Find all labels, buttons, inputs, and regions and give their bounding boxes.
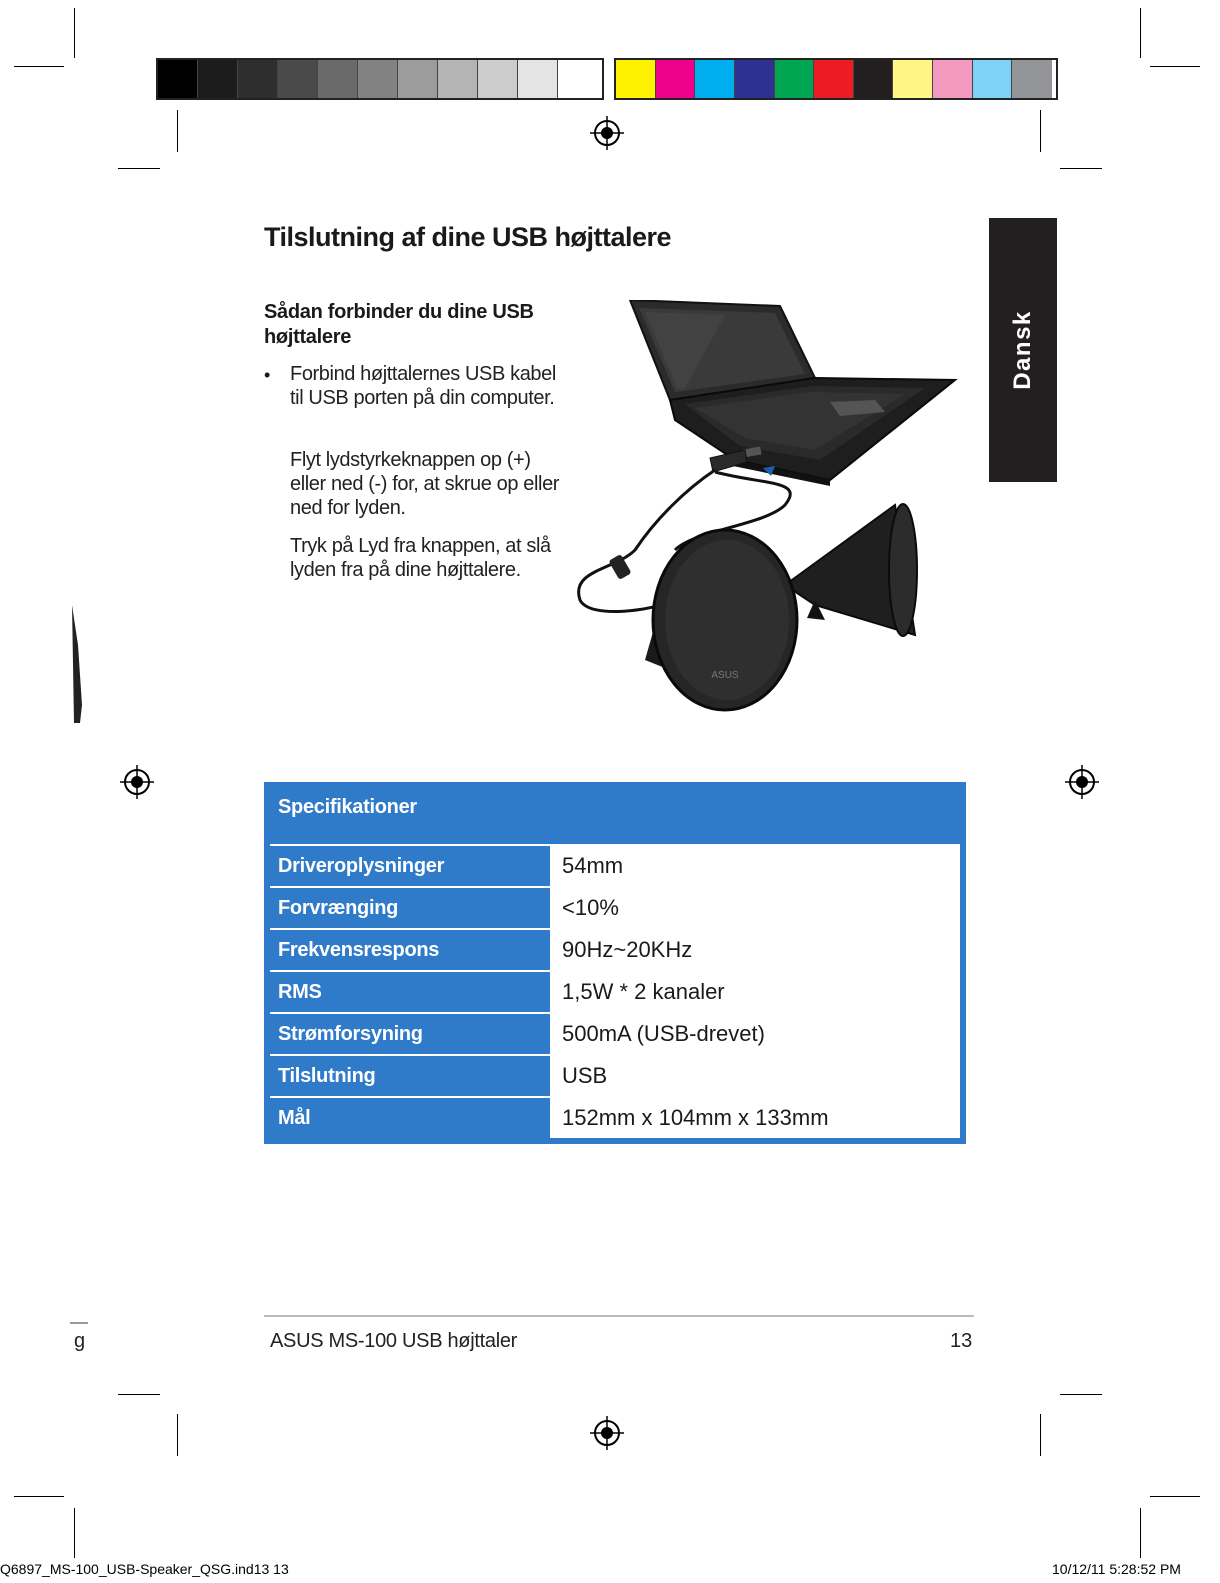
- spec-value: 1,5W * 2 kanaler: [548, 972, 960, 1012]
- spec-row: [270, 1012, 960, 1054]
- spec-value: USB: [548, 1056, 960, 1096]
- color-swatch: [814, 60, 854, 98]
- specifications-grid: [270, 844, 960, 1138]
- color-swatch: [518, 60, 558, 98]
- spec-row: [270, 928, 960, 970]
- color-swatch: [695, 60, 735, 98]
- color-swatch: [775, 60, 815, 98]
- registration-mark-icon: [590, 116, 624, 150]
- spec-label: RMS: [278, 981, 322, 1003]
- color-swatch: [238, 60, 278, 98]
- spec-label: Tilslutning: [278, 1065, 376, 1087]
- footer-divider: [264, 1315, 974, 1317]
- page-title: Tilslutning af dine USB højttalere: [264, 222, 672, 252]
- instruction-paragraph-mute: Tryk på Lyd fra knappen, at slå lyden fra på dine højttalere.: [290, 535, 551, 581]
- footer-page-number: 13: [950, 1330, 973, 1352]
- color-swatch: [398, 60, 438, 98]
- instructions-heading: Sådan forbinder du dine USB højttalere: [264, 301, 534, 348]
- spec-row: [270, 886, 960, 928]
- language-tab-label: Dansk: [1009, 310, 1036, 390]
- spec-label: Mål: [278, 1107, 311, 1129]
- color-swatch: [735, 60, 775, 98]
- footer-product-name: ASUS MS-100 USB højttaler: [270, 1330, 518, 1352]
- registration-mark-icon: [120, 765, 154, 799]
- left-speaker-illustration: [645, 530, 797, 710]
- language-tab: [989, 218, 1057, 482]
- color-swatch: [1012, 60, 1052, 98]
- registration-mark-icon: [1065, 765, 1099, 799]
- color-swatch: [656, 60, 696, 98]
- spec-label: Forvrænging: [278, 897, 399, 919]
- color-swatch: [358, 60, 398, 98]
- color-swatch: [973, 60, 1013, 98]
- page-edge-shadow: [70, 605, 86, 725]
- spec-row: [270, 844, 960, 886]
- slug-file-name: Q6897_MS-100_USB-Speaker_QSG.ind13 13: [0, 1561, 289, 1577]
- spec-row: [270, 1096, 960, 1138]
- specifications-heading: Specifikationer: [278, 796, 417, 818]
- bullet-marker: •: [264, 365, 271, 385]
- color-swatch: [933, 60, 973, 98]
- color-swatch: [158, 60, 198, 98]
- spec-row: [270, 1054, 960, 1096]
- spec-value: 500mA (USB-drevet): [548, 1014, 960, 1054]
- spec-value: 54mm: [548, 846, 960, 886]
- color-swatch: [616, 60, 656, 98]
- color-swatch: [893, 60, 933, 98]
- footer-left-fragment: g: [74, 1330, 86, 1352]
- right-speaker-illustration: [785, 504, 917, 636]
- laptop-speakers-illustration: [575, 300, 960, 720]
- spec-label: Frekvensrespons: [278, 939, 440, 961]
- grayscale-color-bar: [156, 58, 604, 100]
- color-swatch: [478, 60, 518, 98]
- color-swatch: [558, 60, 598, 98]
- spec-value: <10%: [548, 888, 960, 928]
- color-swatch: [318, 60, 358, 98]
- registration-mark-icon: [590, 1416, 624, 1450]
- slug-datetime: 10/12/11 5:28:52 PM: [1052, 1561, 1181, 1577]
- spec-row: [270, 970, 960, 1012]
- speaker-logo: ASUS: [711, 670, 739, 681]
- process-color-bar: [614, 58, 1058, 100]
- spec-label: Driveroplysninger: [278, 855, 445, 877]
- color-swatch: [278, 60, 318, 98]
- spec-label: Strømforsyning: [278, 1023, 423, 1045]
- instruction-paragraph-volume: Flyt lydstyrkeknappen op (+) eller ned (-) for, at skrue op eller ned for lyden.: [290, 449, 560, 519]
- instruction-paragraph-connect: Forbind højttalernes USB kabel til USB porten på din computer.: [290, 363, 556, 409]
- laptop-illustration: [630, 300, 955, 486]
- spec-value: 152mm x 104mm x 133mm: [548, 1098, 960, 1138]
- color-swatch: [854, 60, 894, 98]
- specifications-table: [264, 782, 966, 1144]
- spec-value: 90Hz~20KHz: [548, 930, 960, 970]
- color-swatch: [198, 60, 238, 98]
- color-swatch: [438, 60, 478, 98]
